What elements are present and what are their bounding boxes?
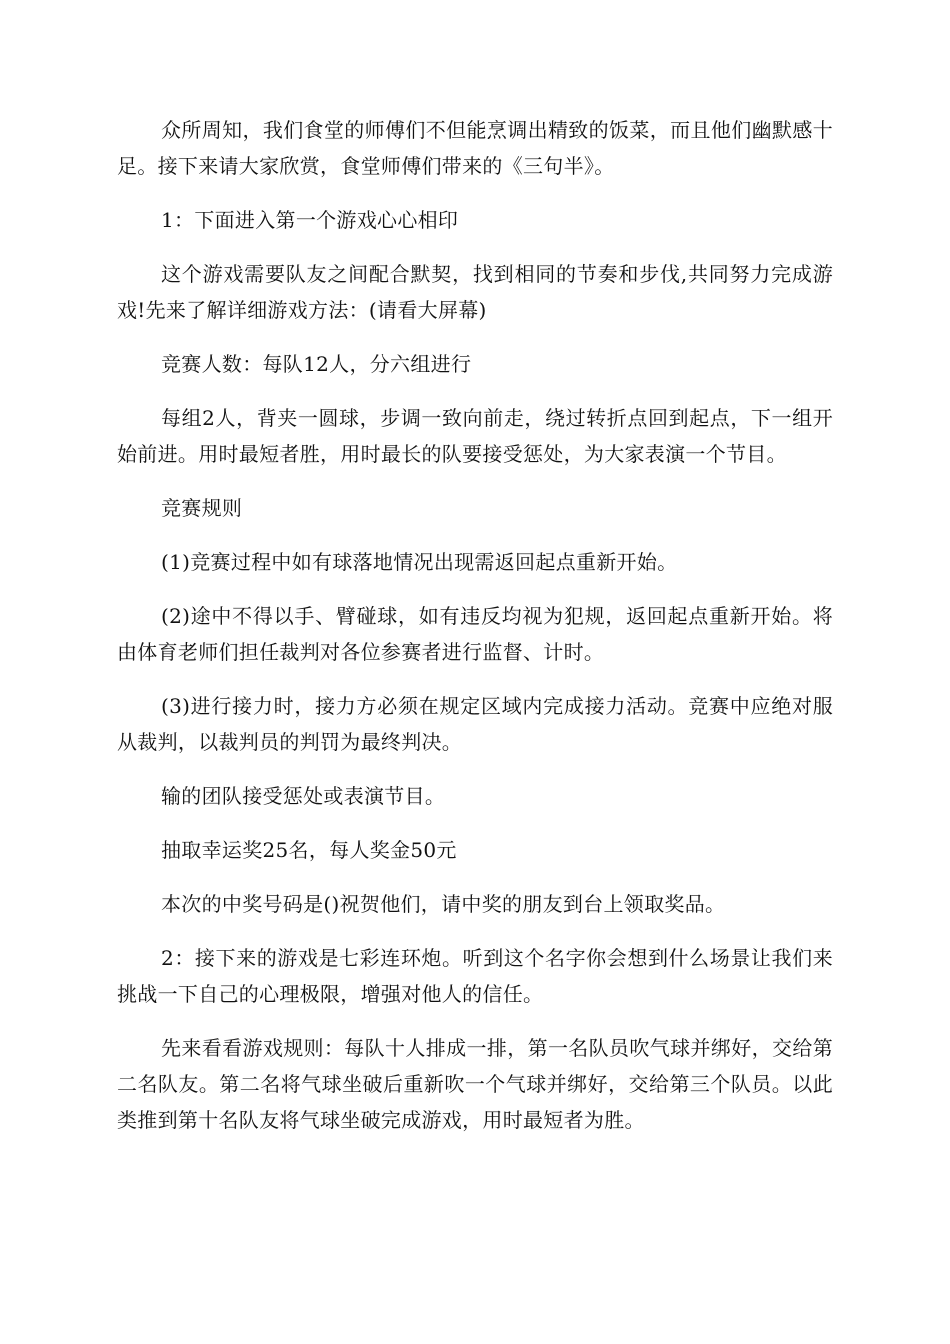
paragraph-rule-3: (3)进行接力时，接力方必须在规定区域内完成接力活动。竞赛中应绝对服从裁判，以裁判员的判罚为最终判决。 xyxy=(117,694,833,754)
paragraph-rule-2: (2)途中不得以手、臂碰球，如有违反均视为犯规，返回起点重新开始。将由体育老师们担任裁判对各位参赛者进行监督、计时。 xyxy=(117,604,833,664)
paragraph-penalty: 输的团队接受惩处或表演节目。 xyxy=(161,784,446,808)
paragraph-intro: 众所周知，我们食堂的师傅们不但能烹调出精致的饭菜，而且他们幽默感十足。接下来请大家欣赏，食堂师傅们带来的《三句半》。 xyxy=(117,118,833,178)
paragraph-participants: 竞赛人数：每队12人，分六组进行 xyxy=(161,352,472,376)
paragraph-winning-number: 本次的中奖号码是()祝贺他们，请中奖的朋友到台上领取奖品。 xyxy=(161,892,726,916)
paragraph-game1-description: 这个游戏需要队友之间配合默契，找到相同的节奏和步伐,共同努力完成游戏!先来了解详细游戏方法：(请看大屏幕) xyxy=(117,262,833,322)
paragraph-game1-heading: 1：下面进入第一个游戏心心相印 xyxy=(161,208,459,232)
document-body xyxy=(117,112,833,1138)
paragraph-lucky-draw: 抽取幸运奖25名，每人奖金50元 xyxy=(161,838,457,862)
paragraph-game2-rules: 先来看看游戏规则：每队十人排成一排，第一名队员吹气球并绑好，交给第二名队友。第二名将气球坐破后重新吹一个气球并绑好，交给第三个队员。以此类推到第十名队友将气球坐破完成游戏，用时最短者为胜。 xyxy=(117,1036,833,1132)
paragraph-rules-heading: 竞赛规则 xyxy=(161,496,243,520)
paragraph-method: 每组2人，背夹一圆球，步调一致向前走，绕过转折点回到起点，下一组开始前进。用时最短者胜，用时最长的队要接受惩处，为大家表演一个节目。 xyxy=(117,406,833,466)
paragraph-game2-heading: 2：接下来的游戏是七彩连环炮。听到这个名字你会想到什么场景让我们来挑战一下自己的心理极限，增强对他人的信任。 xyxy=(117,946,833,1006)
paragraph-rule-1: (1)竞赛过程中如有球落地情况出现需返回起点重新开始。 xyxy=(161,550,678,574)
